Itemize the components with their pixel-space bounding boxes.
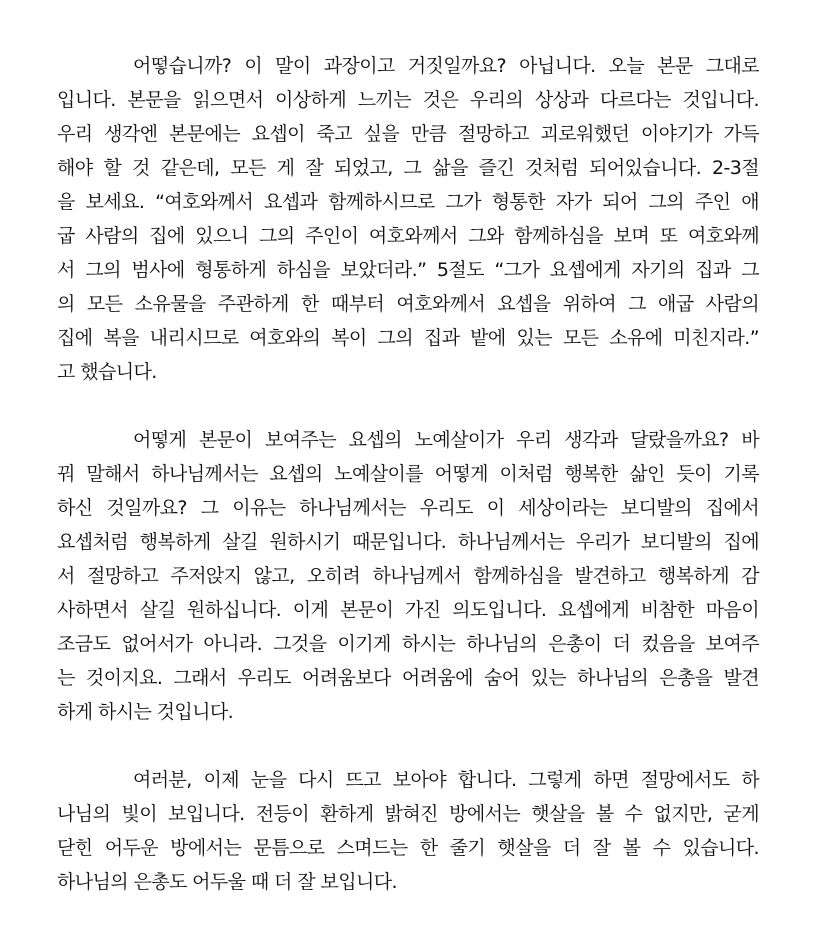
text-line: 의 모든 소유물을 주관하게 한 때부터 여호와께서 요셉을 위하여 그 애굽 사람의 [57, 293, 759, 315]
text-line: 어떻게 본문이 보여주는 요셉의 노예살이가 우리 생각과 달랐을까요? 바 [133, 429, 759, 451]
text-line: 을 보세요. “여호와께서 요셉과 함께하시므로 그가 형통한 자가 되어 그의 주인 애 [57, 191, 759, 213]
text-line: 는 것이지요. 그래서 우리도 어려움보다 어려움에 숨어 있는 하나님의 은총을 발견 [57, 667, 759, 689]
text-line: 입니다. 본문을 읽으면서 이상하게 느끼는 것은 우리의 상상과 다르다는 것입니다. [57, 89, 759, 111]
paragraph-3 [57, 763, 759, 899]
document-body [57, 49, 759, 899]
text-line: 집에 복을 내리시므로 여호와의 복이 그의 집과 밭에 있는 모든 소유에 미친지라.” [57, 327, 759, 349]
paragraph-2 [57, 423, 759, 729]
text-line: 해야 할 것 같은데, 모든 게 잘 되었고, 그 삶을 즐긴 것처럼 되어있습니다. 2-3절 [57, 157, 759, 179]
text-line: 요셉처럼 행복하게 살길 원하시기 때문입니다. 하나님께서는 우리가 보디발의 집에 [57, 531, 759, 553]
text-line: 하나님의 은총도 어두울 때 더 잘 보입니다. [57, 871, 397, 893]
text-line: 사하면서 살길 원하십니다. 이게 본문이 가진 의도입니다. 요셉에게 비참한 마음이 [57, 599, 759, 621]
text-line: 어떻습니까? 이 말이 과장이고 거짓일까요? 아닙니다. 오늘 본문 그대로 [133, 55, 759, 77]
paragraph-1 [57, 49, 759, 389]
paragraph-gap [57, 729, 759, 763]
text-line: 조금도 없어서가 아니라. 그것을 이기게 하시는 하나님의 은총이 더 컸음을 보여주 [57, 633, 759, 655]
text-line: 닫힌 어두운 방에서는 문틈으로 스며드는 한 줄기 햇살을 더 잘 볼 수 있습니다. [57, 837, 759, 859]
text-line: 나님의 빛이 보입니다. 전등이 환하게 밝혀진 방에서는 햇살을 볼 수 없지만, 굳게 [57, 803, 759, 825]
text-line: 우리 생각엔 본문에는 요셉이 죽고 싶을 만큼 절망하고 괴로워했던 이야기가 가득 [57, 123, 759, 145]
text-line: 하신 것일까요? 그 이유는 하나님께서는 우리도 이 세상이라는 보디발의 집에서 [57, 497, 759, 519]
text-line: 하게 하시는 것입니다. [57, 701, 234, 723]
paragraph-gap [57, 389, 759, 423]
text-line: 서 그의 범사에 형통하게 하심을 보았더라.” 5절도 “그가 요셉에게 자기의 집과 그 [57, 259, 759, 281]
text-line: 여러분, 이제 눈을 다시 뜨고 보아야 합니다. 그렇게 하면 절망에서도 하 [133, 769, 759, 791]
text-line: 꿔 말해서 하나님께서는 요셉의 노예살이를 어떻게 이처럼 행복한 삶인 듯이 기록 [57, 463, 759, 485]
text-line: 서 절망하고 주저앉지 않고, 오히려 하나님께서 함께하심을 발견하고 행복하게 감 [57, 565, 759, 587]
text-line: 굽 사람의 집에 있으니 그의 주인이 여호와께서 그와 함께하심을 보며 또 여호와께 [57, 225, 759, 247]
text-line: 고 했습니다. [57, 361, 157, 383]
